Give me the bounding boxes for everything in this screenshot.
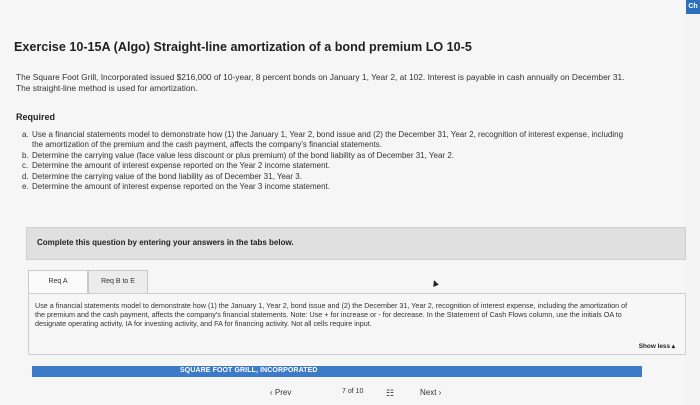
requirement-item <box>22 151 632 161</box>
requirement-text: Determine the amount of interest expense reported on the Year 3 income statement. <box>32 182 330 192</box>
tab-req-a[interactable]: Req A <box>28 270 88 294</box>
problem-intro: The Square Foot Grill, Incorporated issued $216,000 of 10-year, 8 percent bonds on January 1, Year 2, at 102. Interest is payable in cash annually on December 31. The straight-line method is used for amortization. <box>16 72 625 93</box>
requirement-letter: c. <box>22 161 29 171</box>
requirement-item <box>22 130 632 151</box>
requirements-list <box>22 130 632 192</box>
instruction-box <box>26 227 686 260</box>
right-edge <box>686 0 700 405</box>
requirement-text: Determine the carrying value (face value less discount or plus premium) of the bond liability as of December 31, Year 2. <box>32 150 454 160</box>
tab-panel <box>28 293 686 355</box>
mouse-cursor-icon <box>431 279 439 287</box>
requirement-item <box>22 182 632 192</box>
panel-instructions: Use a financial statements model to demonstrate how (1) the January 1, Year 2, bond issue and (2) the December 31, Year 2, recognition of interest expense, including the amortization of the premium and the cash payment, affects the company's financial statements. Note: Use + for increase or - for decrease. In the Statement of Cash Flows column, use the initials OA to designate operating activity, IA for investing activity, and FA for financing activity. Not all cells require input. <box>35 301 628 328</box>
grid-icon[interactable]: ☷ <box>386 388 395 398</box>
page-count: 7 of 10 <box>342 388 364 395</box>
required-heading: Required <box>16 112 56 122</box>
requirement-text: Use a financial statements model to demonstrate how (1) the January 1, Year 2, bond issue and (2) the December 31, Year 2, recognition of interest expense, including the amortization of the premium and the cash payment, affects the company's financial statements. <box>32 130 624 150</box>
corner-tab[interactable]: Ch <box>686 0 700 14</box>
exercise-title: Exercise 10-15A (Algo) Straight-line amortization of a bond premium LO 10-5 <box>14 40 472 54</box>
tab-req-b-to-e[interactable]: Req B to E <box>88 270 148 294</box>
requirement-letter: a. <box>22 130 29 139</box>
requirement-text: Determine the carrying value of the bond liability as of December 31, Year 3. <box>32 171 302 181</box>
requirement-letter: d. <box>22 171 29 181</box>
requirement-item <box>22 161 632 171</box>
requirement-item <box>22 172 632 182</box>
table-header-title: SQUARE FOOT GRILL, INCORPORATED <box>180 367 318 374</box>
requirement-letter: e. <box>22 182 29 192</box>
show-less-link[interactable]: Show less ▴ <box>638 343 675 350</box>
requirement-letter: b. <box>22 150 29 160</box>
next-button[interactable]: Next › <box>420 388 442 397</box>
instruction-text: Complete this question by entering your answers in the tabs below. <box>37 238 294 247</box>
table-header <box>32 366 642 377</box>
requirement-text: Determine the amount of interest expense reported on the Year 2 income statement. <box>32 161 330 171</box>
prev-button[interactable]: ‹ Prev <box>270 388 292 397</box>
